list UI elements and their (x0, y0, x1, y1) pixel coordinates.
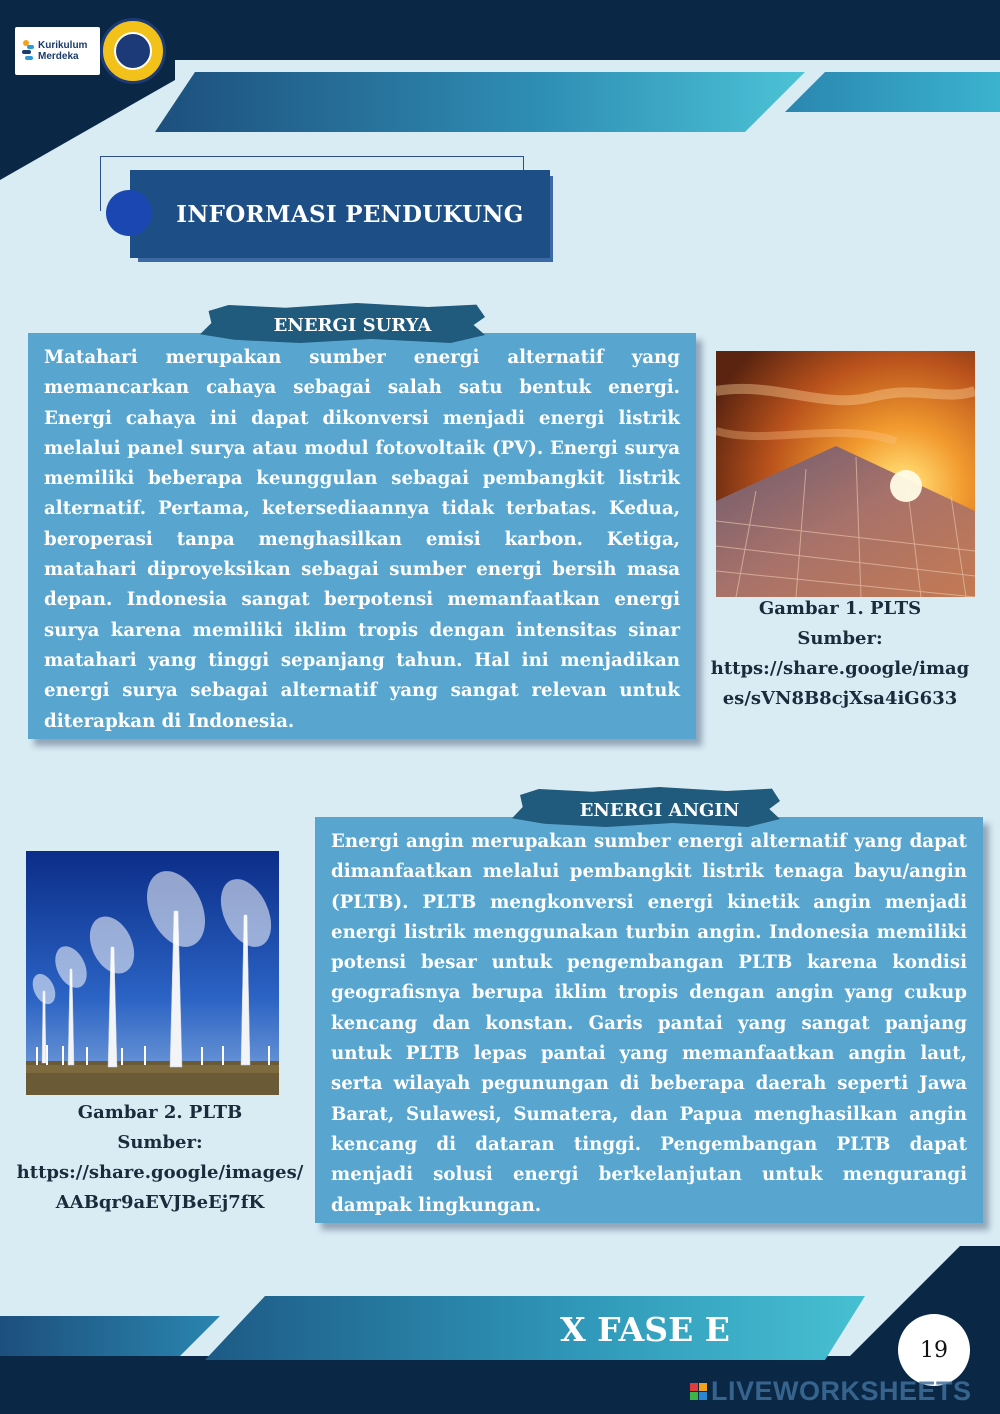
title-banner (130, 170, 550, 258)
caption-line: https://share.google/images/ (16, 1162, 304, 1183)
caption-line: https://share.google/imag (710, 658, 970, 679)
energi-surya-text-box (28, 333, 696, 739)
energi-surya-text: Matahari merupakan sumber energi alternatif yang memancarkan cahaya sebagai salah satu bentuk energi. Energi cahaya ini dapat dikonversi menjadi energi listrik melalui panel surya atau modul fotovoltaik (PV). Energi surya memiliki beberapa keunggulan sebagai pembangkit listrik alternatif. Pertama, ketersediaannya tidak terbatas. Kedua, beroperasi tanpa menghasilkan emisi karbon. Ketiga, matahari diproyeksikan sebagai sumber energi bersih masa depan. Indonesia sangat berpotensi memanfaatkan energi surya karena memiliki iklim tropis dengan intensitas sinar matahari yang tinggi sepanjang tahun. Hal ini menjadikan energi surya sebagai alternatif yang sangat relevan untuk diterapkan di Indonesia. (44, 347, 680, 732)
footer-left-stripe (0, 1316, 220, 1356)
logo-line-1: Kurikulum (38, 40, 88, 51)
energi-angin-text: Energi angin merupakan sumber energi alternatif yang dapat dimanfaatkan melalui pembangkit listrik tenaga bayu/angin (PLTB). PLTB mengkonversi energi kinetik angin menjadi energi listrik menggunakan turbin angin. Indonesia memiliki potensi besar untuk pengembangan PLTB karena kondisi geografisnya berupa iklim tropis dengan angin yang cukup kencang dan konstan. Garis pantai yang sangat panjang untuk PLTB lepas pantai yang memanfaatkan angin laut, serta wilayah pegunungan di beberapa daerah seperti Jawa Barat, Sulawesi, Sumatera, dan Papua menghasilkan angin kencang di dataran tinggi. Pengembangan PLTB dapat menjadi solusi energi berkelanjutan untuk mengurangi dampak lingkungan. (331, 831, 967, 1216)
caption-line: AABqr9aEVJBeEj7fK (55, 1192, 265, 1213)
title-dot (106, 190, 152, 236)
caption-line: Sumber: (797, 628, 883, 649)
liveworksheets-watermark[interactable] (690, 1376, 972, 1406)
kurikulum-merdeka-logo (15, 27, 100, 75)
plts-caption (690, 594, 990, 714)
caption-line: Gambar 2. PLTB (77, 1102, 243, 1123)
kurikulum-logo-text (38, 40, 87, 62)
page-number: 19 (898, 1314, 970, 1386)
caption-line: Gambar 1. PLTS (758, 598, 922, 619)
unp-seal-center (114, 32, 152, 70)
caption-line: Sumber: (117, 1132, 203, 1153)
energi-angin-text-box (315, 817, 983, 1223)
page-title: INFORMASI PENDUKUNG (176, 200, 524, 228)
caption-line: es/sVN8B8cjXsa4iG633 (722, 688, 958, 709)
header-stripe-right (785, 72, 1000, 112)
kurikulum-mark-icon (21, 39, 35, 63)
logo-line-2: Merdeka (38, 51, 79, 62)
unp-seal-logo (100, 18, 166, 84)
footer-title: X FASE E (560, 1310, 730, 1349)
solar-panel-photo (716, 351, 975, 597)
energi-surya-label: ENERGI SURYA (273, 315, 432, 336)
header-stripe (155, 72, 805, 132)
liveworksheets-text: LIVEWORKSHEETS (711, 1375, 972, 1406)
liveworksheets-logo-icon (690, 1383, 707, 1400)
wind-turbine-photo (26, 851, 279, 1095)
plts-image (716, 351, 975, 597)
pltb-image (26, 851, 279, 1095)
pltb-caption (5, 1098, 315, 1218)
energi-angin-label: ENERGI ANGIN (579, 800, 740, 821)
